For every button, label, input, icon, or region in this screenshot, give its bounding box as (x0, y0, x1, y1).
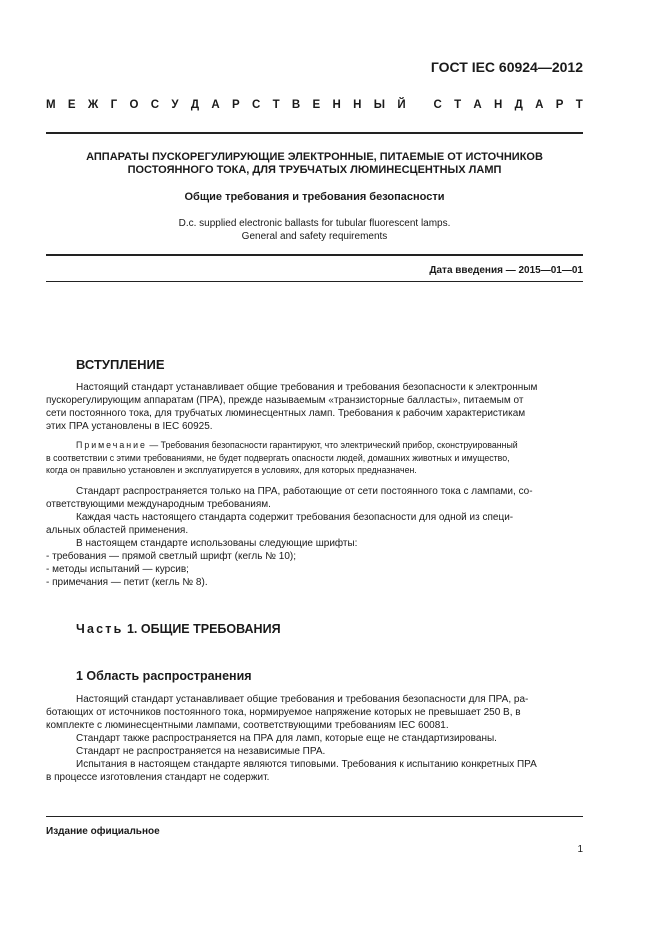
interstate-letter: А (473, 99, 482, 111)
note-label: Примечание (76, 440, 147, 450)
title-line: ПОСТОЯННОГО ТОКА, ДЛЯ ТРУБЧАТЫХ ЛЮМИНЕСЦЕНТНЫХ ЛАМП (127, 164, 502, 176)
section-body (46, 693, 583, 784)
section-heading: 1 Область распространения (76, 669, 252, 683)
interstate-letter: Д (514, 99, 523, 111)
document-title (46, 151, 583, 177)
interstate-letter: Е (312, 99, 321, 111)
english-title-line: D.c. supplied electronic ballasts for tubular fluorescent lamps. (178, 218, 451, 229)
note-line (46, 439, 583, 452)
header-rule (46, 132, 583, 134)
text-line: ботающих от источников постоянного тока, нормируемое напряжение которых не превышает 250 В, в (46, 707, 521, 718)
interstate-letter: Г (110, 99, 118, 111)
interstate-letter: Ы (373, 99, 386, 111)
text-line: Настоящий стандарт устанавливает общие требования и требования безопасности для ПРА, ра- (76, 694, 529, 705)
interstate-letter: У (171, 99, 179, 111)
intro-paragraph (46, 485, 583, 589)
text-line: комплекте с люминесцентными лампами, соответствующими требованиям IEC 60081. (46, 720, 449, 731)
list-item: - методы испытаний — курсив; (46, 564, 189, 575)
letter-gap (418, 99, 421, 111)
interstate-letter: С (150, 99, 160, 111)
text-line: Стандарт также распространяется на ПРА для ламп, которые еще не стандартизированы. (76, 733, 497, 744)
text-line: этих ПРА установлены в IEC 60925. (46, 421, 213, 432)
interstate-letter: В (291, 99, 301, 111)
part-title: 1. ОБЩИЕ ТРЕБОВАНИЯ (123, 622, 281, 636)
title-line: АППАРАТЫ ПУСКОРЕГУЛИРУЮЩИЕ ЭЛЕКТРОННЫЕ, ПИТАЕМЫЕ ОТ ИСТОЧНИКОВ (86, 151, 543, 163)
interstate-letter: Р (555, 99, 564, 111)
text-line: Настоящий стандарт устанавливает общие требования и требования безопасности к электронным (76, 382, 538, 393)
text-line: альных областей применения. (46, 525, 189, 536)
intro-heading: ВСТУПЛЕНИЕ (76, 357, 165, 372)
text-line: ответствующими международным требованиям. (46, 499, 271, 510)
interstate-letter: Ж (87, 99, 99, 111)
gost-code: ГОСТ IEC 60924—2012 (430, 59, 583, 75)
intro-paragraph (46, 381, 583, 433)
interstate-letter: М (46, 99, 56, 111)
interstate-standard-label (46, 99, 583, 111)
part-heading (76, 622, 281, 636)
interstate-letter: О (129, 99, 139, 111)
interstate-letter: Н (494, 99, 503, 111)
text-line: Испытания в настоящем стандарте являются типовыми. Требования к испытанию конкретных ПРА (76, 759, 537, 770)
interstate-letter: С (433, 99, 442, 111)
interstate-letter: Т (454, 99, 462, 111)
interstate-letter: С (251, 99, 261, 111)
english-title-line: General and safety requirements (241, 231, 388, 242)
note-text: — Требования безопасности гарантируют, что электрический прибор, сконструированный (146, 440, 518, 450)
text-line: Стандарт не распространяется на независимые ПРА. (76, 746, 326, 757)
text-line: сети постоянного тока, для трубчатых люминесцентных ламп. Требования к рабочим характеристикам (46, 408, 526, 419)
text-line: Каждая часть настоящего стандарта содержит требования безопасности для одной из специ- (76, 512, 514, 523)
interstate-letter: Т (272, 99, 280, 111)
interstate-letter: Т (575, 99, 583, 111)
part-prefix: Часть (76, 622, 124, 636)
interstate-letter: Н (332, 99, 341, 111)
interstate-letter: Р (231, 99, 240, 111)
intro-note (46, 439, 583, 477)
text-line: пускорегулирующим аппаратам (ПРА), прежде называемым «транзисторные балласты», питаемым от (46, 395, 524, 406)
text-line: в процессе изготовления стандарт не содержит. (46, 772, 270, 783)
note-line: когда он правильно установлен и эксплуатируется в условиях, для которых предназначен. (46, 465, 417, 475)
document-subtitle: Общие требования и требования безопасности (184, 191, 445, 203)
page-number: 1 (577, 844, 583, 855)
text-line: Стандарт распространяется только на ПРА, работающие от сети постоянного тока с лампами, со- (76, 486, 533, 497)
introduction-date: Дата введения — 2015—01—01 (429, 265, 583, 276)
date-rule (46, 281, 583, 282)
list-item: - примечания — петит (кегль № 8). (46, 577, 208, 588)
text-line: В настоящем стандарте использованы следующие шрифты: (76, 538, 358, 549)
interstate-letter: А (535, 99, 544, 111)
note-line: в соответствии с этими требованиями, не будет подвергать опасности людей, домашних животных и имущество, (46, 452, 510, 463)
interstate-letter: Е (67, 99, 76, 111)
interstate-letter: Й (397, 99, 406, 111)
footer-rule (46, 816, 583, 817)
english-title (46, 217, 583, 243)
list-item: - требования — прямой светлый шрифт (кегль № 10); (46, 551, 296, 562)
interstate-letter: Д (190, 99, 200, 111)
interstate-letter: Н (353, 99, 362, 111)
official-edition-label: Издание официальное (46, 826, 160, 837)
title-rule (46, 254, 583, 256)
interstate-letter: А (211, 99, 220, 111)
